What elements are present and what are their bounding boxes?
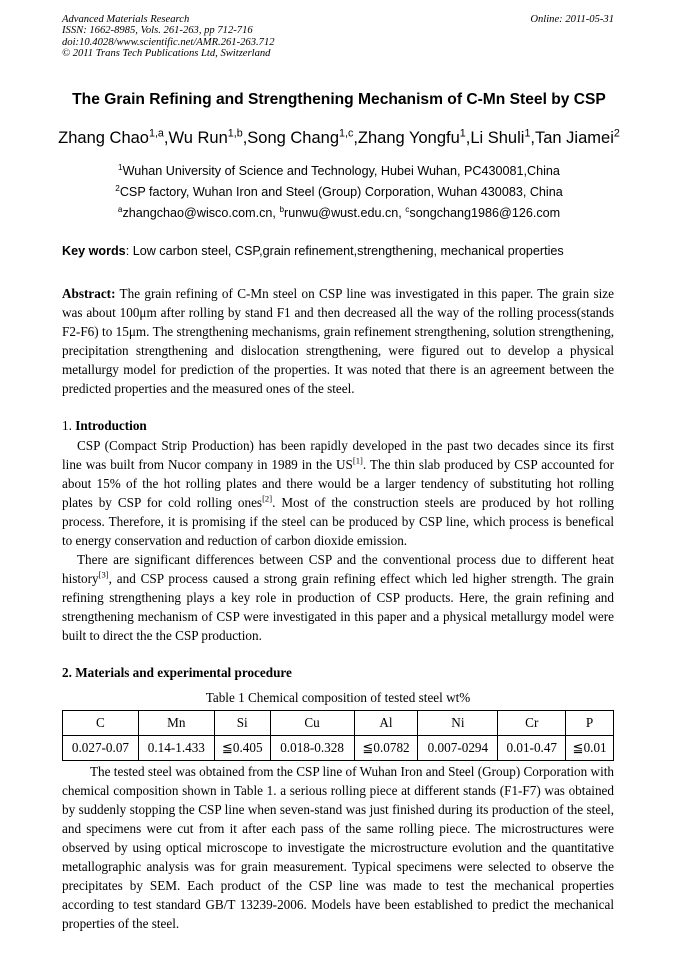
author: ,Tan Jiamei$^2$ [530, 127, 620, 147]
table-header: C [63, 711, 139, 736]
table-header: Si [214, 711, 270, 736]
intro-paragraph: CSP (Compact Strip Production) has been rapidly developed in the past two decades since its first line was built from Nucor company in 1989 in the US[1]. The thin slab produced by CSP accounted for about 15% of the hot rolling plates and there would be a larger tendency of substituting hot rolling plates by CSP for cold rolling ones[2]. Most of the construction steels are produced by hot rolling process. Therefore, it is promising if the steel can be produced by CSP line, which process is benefical to energy conservation and reduction of carbon dioxide emission. [62, 438, 615, 548]
citation[interactable]: [2] [262, 493, 273, 504]
table-header: Cr [498, 711, 566, 736]
copyright: © 2011 Trans Tech Publications Ltd, Switzerland [62, 47, 271, 59]
doi-link[interactable]: doi:10.4028/www.scientific.net/AMR.261-263.712 [62, 36, 275, 48]
table-row [63, 736, 614, 761]
citation[interactable]: [1] [352, 455, 363, 466]
section-heading-materials: 2. Materials and experimental procedure [62, 665, 292, 680]
author: ,Li Shuli$^1$ [465, 127, 531, 147]
composition-table [62, 710, 614, 761]
table-cell: 0.14-1.433 [138, 736, 214, 761]
email-link[interactable]: zhangchao@wisco.com.cn, [122, 206, 280, 220]
table-cell: ≦0.405 [214, 736, 270, 761]
online-date: Online: 2011-05-31 [530, 14, 614, 25]
author: ,Zhang Yongfu$^1$ [353, 127, 466, 147]
table-cell: 0.018-0.328 [270, 736, 354, 761]
author-list [0, 129, 678, 148]
keywords: Key words: Low carbon steel, CSP,grain refinement,strengthening, mechanical properties [62, 244, 564, 258]
table-header-row [63, 711, 614, 736]
author-emails: $^a$zhangchao@wisco.com.cn, $^b$runwu@wust.edu.cn, $^c$songchang1986@126.com [117, 204, 561, 220]
table-cell: 0.01-0.47 [498, 736, 566, 761]
author: ,Song Chang$^{1,c}$ [242, 127, 354, 147]
paper-title: The Grain Refining and Strengthening Mechanism of C-Mn Steel by CSP [72, 91, 606, 108]
table-cell: ≦0.01 [566, 736, 614, 761]
affiliation: $^1$Wuhan University of Science and Technology, Hubei Wuhan, PC430081,China [118, 162, 560, 178]
table-cell: 0.027-0.07 [63, 736, 139, 761]
email-link[interactable]: songchang1986@126.com [409, 206, 561, 220]
table-cell: ≦0.0782 [354, 736, 418, 761]
table-header: Mn [138, 711, 214, 736]
email-link[interactable]: runwu@wust.edu.cn, [284, 206, 406, 220]
issn: ISSN: 1662-8985, Vols. 261-263, pp 712-716 [62, 25, 253, 37]
intro-paragraph: There are significant differences between CSP and the conventional process due to different heat history[3], and CSP process caused a strong grain refining effect which led higher strength. The grain refining strengthening plays a key role in production of CSP products. Here, the grain refining and strengthening mechanism of CSP were investigated in this paper and a physical metallurgy model were built to direct the the CSP production. [62, 552, 614, 643]
journal-name: Advanced Materials Research [62, 14, 190, 25]
author: ,Wu Run$^{1,b}$ [163, 127, 243, 147]
table-header: Ni [418, 711, 498, 736]
table-header: Al [354, 711, 418, 736]
paper-body [62, 284, 614, 953]
author: Zhang Chao$^{1,a}$ [58, 127, 164, 147]
citation[interactable]: [3] [98, 569, 109, 580]
materials-paragraph: The tested steel was obtained from the CSP line of Wuhan Iron and Steel (Group) Corporation with chemical composition shown in Table 1. a serious rolling piece at different stands (F1-F7) was obtained by suddenly stopping the CSP line when seven-stand was just finished during its production of the steel, and specimens were cut from it after each pass of the same rolling piece. The microstructures were observed by using optical microscope to investigate the microstructure evolution and the quantitative metallographic analysis was for grain measurement. Typical specimens were selected to observe the precipitates by SEM. Each product of the CSP line was made to test the mechanical properties according to test standard GB/T 13239-2006. Models have been established to predict the mechanical properties of the steel. [62, 764, 614, 931]
table-header: Cu [270, 711, 354, 736]
abstract: Abstract: The grain refining of C-Mn steel on CSP line was investigated in this paper. The grain size was about 100μm after rolling by stand F1 and then decreased all the way of the rolling process(stands F2-F6) to 15μm. The strengthening mechanisms, grain refinement strengthening, solution strengthening, precipitation strengthening and dislocation strengthening, were figured out to develop a physical metallurgy model for prediction of the properties. It was noted that there is an agreement between the predicted properties and the measured ones of the steel. [62, 286, 614, 396]
table-caption: Table 1 Chemical composition of tested steel wt% [205, 690, 471, 705]
section-heading-introduction: 1. Introduction [62, 418, 147, 433]
table-cell: 0.007-0294 [418, 736, 498, 761]
journal-header [62, 14, 275, 59]
table-header: P [566, 711, 614, 736]
affiliation: $^2$CSP factory, Wuhan Iron and Steel (Group) Corporation, Wuhan 430083, China [115, 183, 563, 199]
